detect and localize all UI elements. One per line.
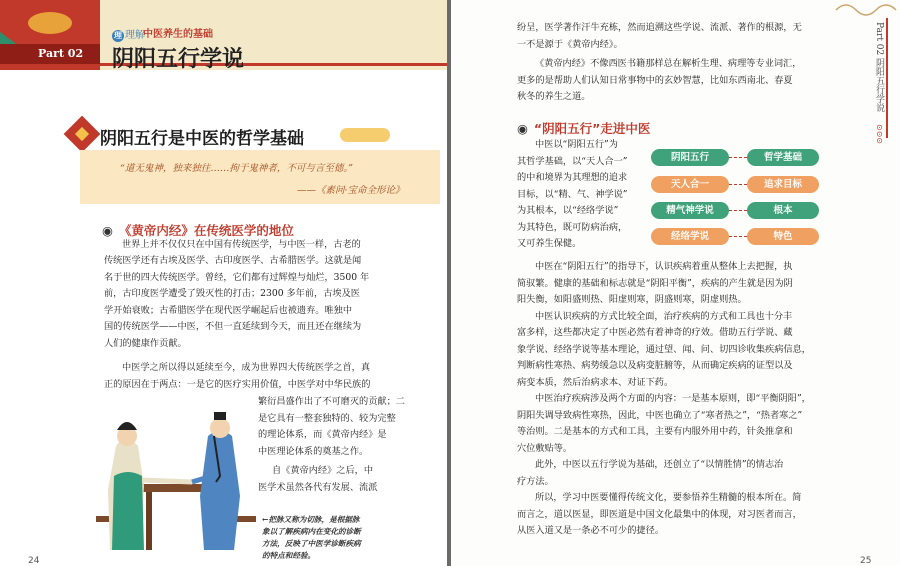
text-line: 为其根本，以“经络学说” (517, 205, 619, 216)
diagram-left-pill: 精气神学说 (651, 202, 729, 219)
caption-line: 方法，反映了中医学诊断疾病 (262, 539, 361, 548)
text-line: 中医学之所以得以延续至今，成为世界四大传统医学之首，真 (122, 362, 371, 373)
text-line: 秋冬的养生之道。 (517, 91, 591, 102)
quote-source: ——《素问·宝命全形论》 (297, 185, 405, 196)
paragraph-1-cont (104, 253, 424, 352)
bullet-icon: ◉ (102, 223, 113, 238)
text-line: 阴阳失调导致病性寒热，因此，中医也确立了“寒者热之”，“热者寒之” (517, 409, 803, 421)
text-line: 人们的健康作贡献。 (104, 337, 187, 349)
right-subsection-heading-text: “阴阳五行”走进中医 (533, 121, 651, 136)
text-line: 此外，中医以五行学说为基础，还创立了“以情胜情”的情志治 (535, 459, 784, 470)
diagram-connector (729, 236, 747, 237)
text-line: 病变本质，然后治病求本、对证下药。 (517, 376, 674, 388)
text-line: 穴位敷贴等。 (517, 442, 573, 454)
text-line: 纷呈，医学著作汗牛充栋，然而追溯这些学说、流派、著作的根源，无 (517, 22, 802, 33)
lijie-badge (112, 26, 145, 42)
diagram-right-pill: 追求目标 (747, 176, 819, 193)
text-line: 的中和境界为其理想的追求 (517, 172, 628, 183)
goldfish-ornament-icon (28, 12, 72, 34)
section-title: 阴阳五行是中医的哲学基础 (100, 129, 304, 149)
paragraph-2 (122, 360, 422, 377)
text-line: 为其特色，既可防病治病， (517, 221, 628, 233)
text-line: 正的原因在于两点：一是它的医疗实用价值，中医学对中华民族的 (104, 379, 371, 390)
diagram-right-pill: 根本 (747, 202, 819, 219)
section-diamond-icon (64, 116, 101, 153)
text-line: 又可养生保健。 (517, 238, 582, 249)
caption-line: ←把脉又称为切脉，是根据脉 (262, 515, 360, 524)
paragraph-2-wrap (258, 394, 428, 460)
text-line: 是它具有一整套独特的、较为完整 (258, 412, 396, 424)
part-label: Part 02 (38, 47, 84, 60)
text-line: 世界上并不仅仅只在中国有传统医学，与中医一样，古老的 (122, 239, 361, 250)
diagram-left-pill: 阴阳五行 (651, 149, 729, 166)
text-line: 国的传统医学——中医，不但一直延续到今天，而且还在继续为 (104, 321, 362, 332)
text-line: 判断病性寒热、病势缓急以及病变脏腑等，从而确定疾病的证型以及 (517, 360, 793, 371)
text-line: 自《黄帝内经》之后，中 (272, 465, 374, 476)
text-line: 而言之，道以医显，即医道是中国文化最集中的体现，对习医者而言， (517, 508, 802, 520)
text-line: 其哲学基础，以“天人合一” (517, 155, 628, 167)
paragraph-3 (272, 463, 432, 480)
diagram-left-pill: 经络学说 (651, 228, 729, 245)
diagram-connector (729, 184, 747, 185)
text-line: 中医在“阴阳五行”的指导下，认识疾病着重从整体上去把握，执 (535, 261, 793, 272)
diagram-connector (729, 210, 747, 211)
corner-ornament-icon (832, 0, 900, 20)
side-rule (886, 18, 888, 138)
text-line: 传统医学还有古埃及医学、古印度医学、古希腊医学。这就是闻 (104, 255, 362, 266)
text-line: 中医治疗疾病涉及两个方面的内容：一是基本原则，即“平衡阴阳”， (535, 393, 811, 404)
paragraph-2-cont (104, 377, 424, 394)
text-line: 医学术虽然各代有发展、流派 (258, 482, 378, 493)
page-number-left: 24 (28, 556, 40, 566)
text-line: 名于世的四大传统医学。曾经，它们都有过辉煌与灿烂，3500 年 (104, 271, 370, 283)
right-intro-2 (517, 56, 847, 106)
chapter-subtitle: 中医养生的基础 (143, 29, 213, 40)
text-line: 目标，以“精、气、神学说” (517, 188, 628, 200)
paragraph-1 (122, 237, 422, 254)
quote-text: “道无鬼神，独来独往……拘于鬼神者，不可与言至德。” (120, 163, 353, 174)
text-line: 中医理论体系的奠基之作。 (258, 445, 369, 457)
side-dots-icon: ⊙⊙⊙ (875, 124, 884, 145)
caption-line: 的特点和经验。 (262, 551, 316, 560)
paragraph-3-cont (258, 480, 428, 497)
diagram-connector (729, 157, 747, 158)
text-line: 所以，学习中医要懂得传统文化，要参悟养生精髓的根本所在。简 (535, 492, 802, 503)
text-line: 学开始衰败；古希腊医学在现代医学崛起后也被遗弃。唯独中 (104, 304, 353, 316)
cloud-ornament-icon (340, 128, 390, 142)
lijie-label: 理解 (125, 30, 145, 41)
text-line: 前，古印度医学遭受了毁灭性的打击；2300 多年前，古埃及医 (104, 288, 360, 299)
text-line: 简驭繁。健康的基础和标志就是“阴阳平衡”，疾病的产生就是因为阴 (517, 277, 793, 289)
lijie-circle-icon: 理 (114, 31, 122, 40)
text-line: 更多的是帮助人们认知日常事物中的玄妙智慧，比如东西南北、春夏 (517, 74, 793, 86)
text-line: 阳失衡，如阳盛则热、阳虚则寒，阴盛则寒，阴虚则热。 (517, 294, 747, 305)
text-line: 中医以“阴阳五行”为 (535, 139, 618, 150)
right-body (517, 259, 847, 540)
left-page (0, 0, 447, 566)
pulse-diagnosis-illustration (96, 406, 256, 556)
page-number-right: 25 (860, 556, 872, 566)
text-line: 的理论体系，而《黄帝内经》是 (258, 429, 387, 440)
text-line: 等治则。二是基本的方式和工具，主要有内服外用中药，针灸推拿和 (517, 426, 793, 437)
diagram-text (517, 137, 647, 253)
text-line: 象学说、经络学说等基本理论，通过望、闻、问、切四诊收集疾病信息， (517, 343, 811, 355)
illustration-caption (262, 514, 442, 562)
diagram-right-pill: 特色 (747, 228, 819, 245)
side-label: Part 02 阴阳五行学说 (874, 22, 884, 113)
caption-line: 象以了解疾病内在变化的诊断 (262, 527, 361, 536)
text-line: 富多样，这些都决定了中医必然有着神奇的疗效。借助五行学说、藏 (517, 327, 793, 338)
text-line: 繁衍昌盛作出了不可磨灭的贡献；二 (258, 396, 405, 407)
text-line: 一不是源于《黄帝内经》。 (517, 38, 623, 50)
text-line: 疗方法。 (517, 475, 554, 487)
bullet-icon: ◉ (517, 121, 528, 136)
text-line: 从医入道又是一条必不可少的捷径。 (517, 525, 664, 536)
chapter-title: 阴阳五行学说 (112, 46, 245, 72)
subsection-heading-text: 《黄帝内经》在传统医学的地位 (118, 223, 294, 238)
right-subsection-heading (517, 119, 650, 137)
right-intro (517, 20, 847, 53)
diagram-right-pill: 哲学基础 (747, 149, 819, 166)
text-line: 中医认识疾病的方式比较全面，治疗疾病的方式和工具也十分丰 (535, 310, 793, 322)
text-line: 《黄帝内经》不像西医书籍那样总在解析生理、病理等专业词汇， (535, 58, 802, 69)
diagram-left-pill: 天人合一 (651, 176, 729, 193)
